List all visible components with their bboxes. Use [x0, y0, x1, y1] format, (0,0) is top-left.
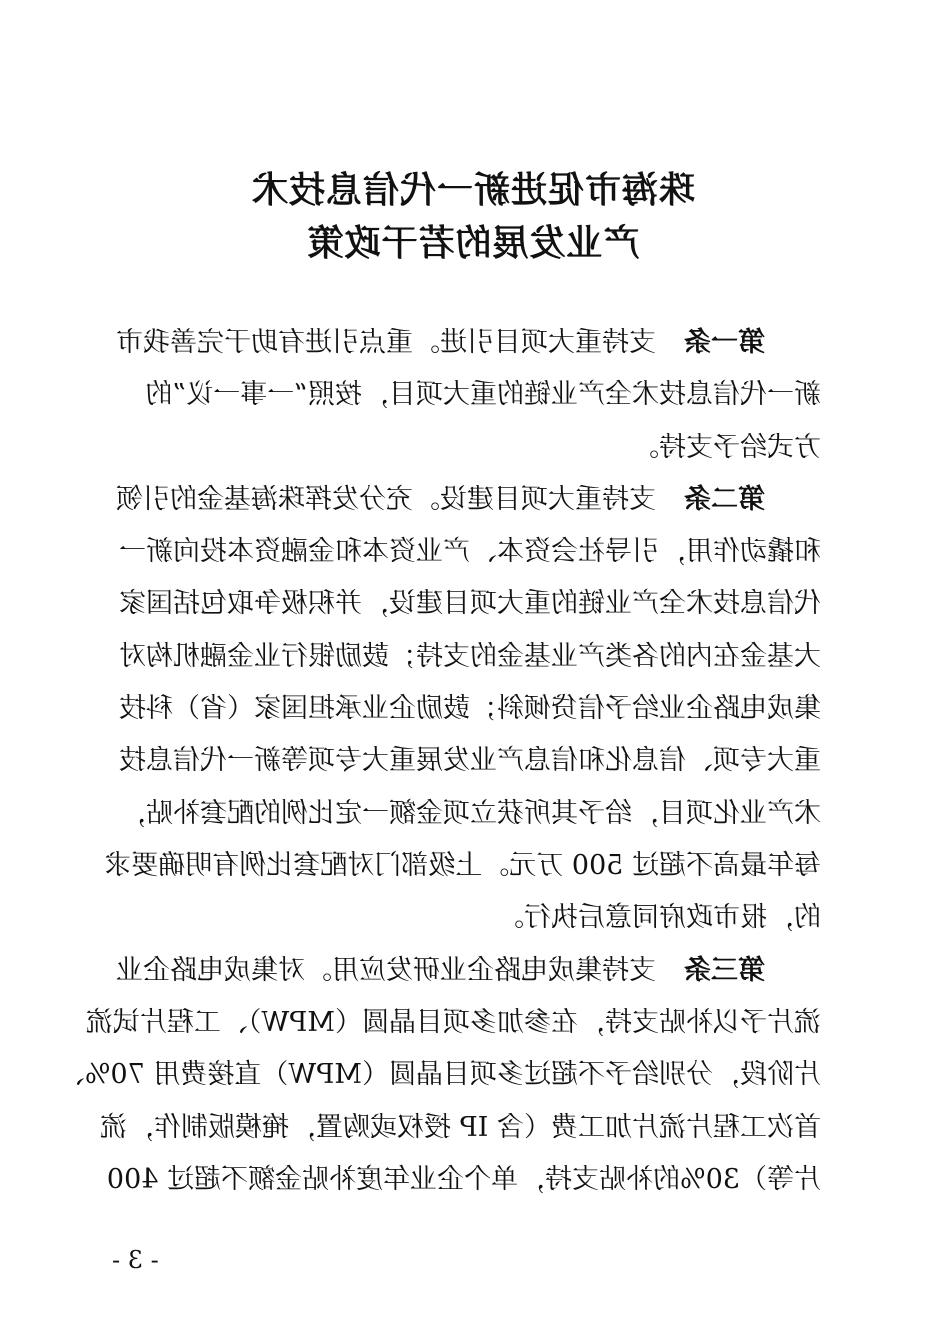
article-3-line-4: 首次工程片流片加工费（含 IP 授权或购置，掩模版制作，流 [100, 1112, 821, 1143]
article-1-label: 第一条 [684, 327, 765, 358]
article-3-lead-text: 支持集成电路企业研发应用。对集成电路企业 [116, 955, 656, 986]
article-2-line-6: 重大专项、信息化和信息产业发展重大专项等新一代信息技 [119, 745, 821, 776]
document-title-line-1: 珠海市促进新一代信息技术 [251, 170, 696, 211]
article-3-line-3: 片阶段，分别给予不超过多项目晶圆（MPW）直接费用 70%、 [57, 1059, 821, 1090]
article-3-label: 第三条 [684, 955, 765, 986]
document-title-line-2: 产业发展的若干政策 [306, 223, 640, 264]
article-3-line-2: 流片予以补贴支持，在参加多项目晶圆（MPW）、工程片试流 [85, 1007, 821, 1038]
article-3-line-5: 片等）30%的补贴支持，单个企业年度补贴金额不超过 400 [106, 1164, 821, 1195]
article-2-label: 第二条 [684, 484, 765, 515]
article-3-first-line [116, 955, 821, 986]
article-2-line-4: 大基金在内的各类产业基金的支持；鼓励银行业金融机构对 [119, 641, 821, 672]
article-1-first-line [116, 327, 821, 358]
article-2-line-9: 的，报市政府同意后执行。 [497, 902, 821, 933]
article-2-line-5: 集成电路企业给予信贷倾斜；鼓励企业承担国家（省）科技 [119, 693, 821, 724]
article-1-lead-text: 支持重大项目引进。重点引进有助于完善我市 [116, 327, 656, 358]
article-2-line-7: 术产业化项目，给予其所获立项金额一定比例的配套补贴， [119, 798, 821, 829]
article-2-line-8: 每年最高不超过 500 万元。上级部门对配套比例有明确要求 [104, 850, 821, 881]
article-2-lead-text: 支持重大项目建设。充分发挥珠海基金的引领 [116, 484, 656, 515]
article-2-first-line [116, 484, 821, 515]
article-1-line-2: 新一代信息技术全产业链的重大项目，按照“一事一议”的 [145, 379, 821, 410]
page-number: - 3 - [112, 1246, 159, 1274]
article-2-line-2: 和撬动作用，引导社会资本、产业资本和金融资本投向新一 [119, 536, 821, 567]
article-2-line-3: 代信息技术全产业链的重大项目建设，并积极争取包括国家 [119, 588, 821, 619]
article-1-line-3: 方式给予支持。 [632, 432, 821, 463]
